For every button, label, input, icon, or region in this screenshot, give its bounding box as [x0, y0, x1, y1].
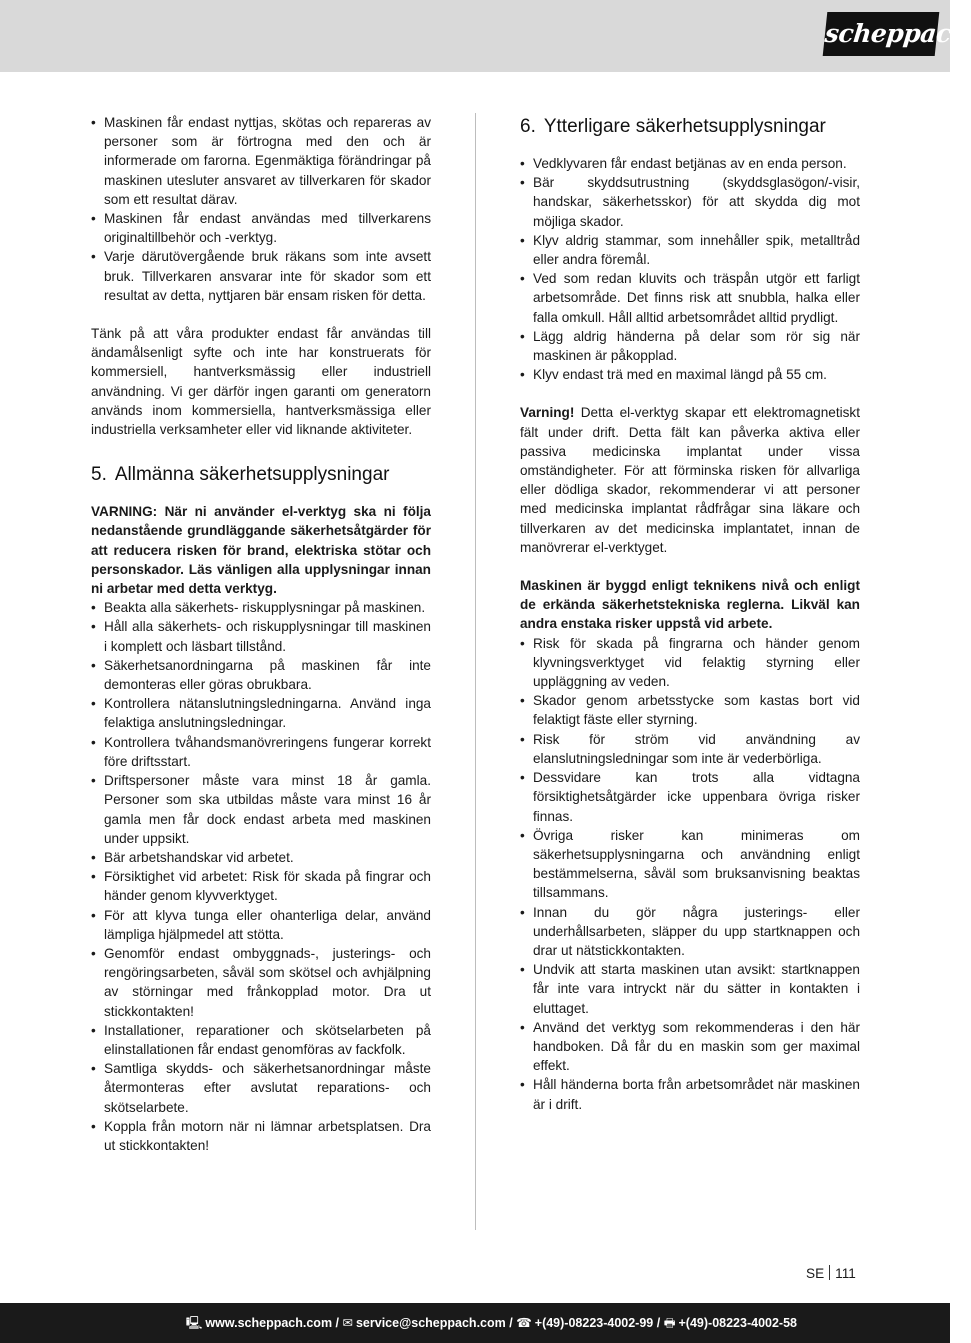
list-item: • Beakta alla säkerhets- riskupplysningar på maskinen. — [91, 598, 431, 617]
list-item: • Bär arbetshandskar vid arbetet. — [91, 848, 431, 867]
intro-bullet-list — [91, 113, 431, 305]
list-item: • Driftspersoner måste vara minst 18 år gamla. Personer som ska utbildas måste vara minst 16 år gamla men får dock endast arbeta med maskinen under uppsikt. — [91, 771, 431, 848]
intended-use-paragraph: Tänk på att våra produkter endast får användas till ändamålsenligt syfte och inte har konstruerats för kommersiell, hantverksmässig eller industriell användning. Vi ger därför ingen garanti om generatorn används inom kommersiella, hantverksmässiga eller industriella verksamheter eller vid liknande aktiviteter. — [91, 326, 431, 438]
fax-number: +(49)-08223-4002-58 — [678, 1316, 797, 1330]
page-number-separator — [829, 1265, 830, 1280]
website-link[interactable]: www.scheppach.com / — [205, 1316, 340, 1330]
right-column — [520, 113, 860, 1114]
residual-risk-intro: Maskinen är byggd enligt teknikens nivå och enligt de erkända säkerhetstekniska reglerna. Likväl kan andra enstaka risker uppstå vid arbete. — [520, 578, 860, 632]
list-item: • Installationer, reparationer och skötselarbeten på elinstallationen får endast genomföras av fackfolk. — [91, 1021, 431, 1059]
page-number — [806, 1265, 856, 1281]
list-item: • Maskinen får endast användas med tillverkarens originaltillbehör och -verktyg. — [91, 209, 431, 247]
list-item: • Kontrollera nätanslutningsledningarna. Använd inga felaktiga anslutningsledningar. — [91, 694, 431, 732]
list-item: • Skador genom arbetsstycke som kastas bort vid felaktigt fäste eller styrning. — [520, 691, 860, 729]
safety-bullet-list — [91, 598, 431, 1155]
list-item: • Maskinen får endast nyttjas, skötas och repareras av personer som är förtrogna med den och är informerade om farorna. Egenmäktiga förändringar på maskinen utesluter ansvaret av tillverkaren för skador som ett resultat därav. — [91, 113, 431, 209]
additional-safety-list — [520, 154, 860, 384]
language-code: SE — [806, 1266, 825, 1281]
list-item: • För att klyva tunga eller ohanterliga delar, använd lämpliga hjälpmedel att stötta. — [91, 906, 431, 944]
mail-icon: ✉ — [342, 1316, 353, 1330]
list-item: • Säkerhetsanordningarna på maskinen får inte demonteras eller göras obrukbara. — [91, 656, 431, 694]
warning-label: Varning! — [520, 405, 575, 421]
left-column — [91, 113, 431, 1155]
page-number-value: 111 — [835, 1266, 856, 1281]
list-item: • Klyv aldrig stammar, som innehåller spik, metalltråd eller andra föremål. — [520, 231, 860, 269]
section-number: 6. — [520, 116, 536, 137]
section-title: Allmänna säkerhetsupplysningar — [114, 464, 390, 486]
list-item: • Ved som redan kluvits och träspån utgör ett farligt arbetsområde. Det finns risk att snubbla, halka eller falla omkull. Håll alltid arbetsområdet alltid prydligt. — [520, 269, 860, 327]
list-item: • Använd det verktyg som rekommenderas i den här handboken. Då får du en maskin som ger maximal effekt. — [520, 1018, 860, 1076]
list-item: • Håll händerna borta från arbetsområdet när maskinen är i drift. — [520, 1075, 860, 1113]
section-number: 5. — [91, 464, 107, 486]
section-title: Ytterligare säkerhetsupplysningar — [543, 116, 826, 137]
list-item: • Dessvidare kan trots alla vidtagna försiktighetsåtgärder icke uppenbara övriga risker finnas. — [520, 768, 860, 826]
list-item: • Övriga risker kan minimeras om säkerhetsupplysningarna och användning enligt bestämmelserna, såväl som bruksanvisning beaktas tillsammans. — [520, 826, 860, 903]
brand-logo: scheppach — [823, 12, 940, 56]
contact-footer — [0, 1303, 950, 1343]
list-item: • Samtliga skydds- och säkerhetsanordningar måste återmonteras efter avslutat reparations- och skötselarbete. — [91, 1059, 431, 1117]
list-item: • Undvik att starta maskinen utan avsikt: startknappen får inte vara intryckt när du sätter in kontakten i eluttaget. — [520, 960, 860, 1018]
list-item: • Kontrollera tvåhandsmanövreringens fungerar korrekt före driftsstart. — [91, 733, 431, 771]
email-link[interactable]: service@scheppach.com / — [355, 1316, 513, 1330]
list-item: • Risk för ström vid användning av elanslutningsledningar som inte är vederbörliga. — [520, 730, 860, 768]
column-divider — [475, 113, 476, 1230]
list-item: • Lägg aldrig händerna på delar som rör sig när maskinen är påkopplad. — [520, 327, 860, 365]
residual-risk-list — [520, 634, 860, 1114]
list-item: • Vedklyvaren får endast betjänas av en enda person. — [520, 154, 860, 173]
fax-icon: 🖶 — [663, 1316, 676, 1330]
list-item: • Håll alla säkerhets- och riskupplysningar till maskinen i komplett och läsbart tillstånd. — [91, 617, 431, 655]
section-5-heading — [91, 463, 431, 487]
computer-icon: 🖳 — [185, 1316, 203, 1330]
section-6-heading — [520, 115, 860, 139]
phone-number: +(49)-08223-4002-99 / — [534, 1316, 661, 1330]
list-item: • Varje därutövergående bruk räkans som inte avsett bruk. Tillverkaren ansvarar inte för skador som ett resultat av detta, nyttjaren bär ensam risken för detta. — [91, 247, 431, 305]
list-item: • Koppla från motorn när ni lämnar arbetsplatsen. Dra ut stickkontakten! — [91, 1117, 431, 1155]
general-warning: VARNING: När ni använder el-verktyg ska ni följa nedanstående grundläggande säkerhetsåtgärder för att reducera risken för brand, elektriska stötar och personskador. Läs vänligen alla upplysningar innan ni arbetar med detta verktyg. — [91, 504, 431, 597]
list-item: • Klyv endast trä med en maximal längd på 55 cm. — [520, 365, 860, 384]
list-item: • Risk för skada på fingrarna och händer genom klyvningsverktyget vid felaktig styrning eller uppläggning av veden. — [520, 634, 860, 692]
list-item: • Försiktighet vid arbetet: Risk för skada på fingrar och händer genom klyvverktyget. — [91, 867, 431, 905]
phone-icon: ☎ — [516, 1316, 532, 1330]
list-item: • Genomför endast ombyggnads-, justerings- och rengöringsarbeten, såväl som skötsel och avhjälpning av störningar med frånkopplad motor. Dra ut stickkontakten! — [91, 944, 431, 1021]
header-band — [0, 0, 950, 72]
list-item: • Bär skyddsutrustning (skyddsglasögon/-visir, handskar, säkerhetsskor) för att skydda dig mot möjliga skador. — [520, 173, 860, 231]
warning-text: Detta el-verktyg skapar ett elektromagnetiskt fält under drift. Detta fält kan påverka aktiva eller passiva medicinska implantat under vissa omständigheter. För att förminska risken för allvarliga eller dödliga skador, rekommenderar vi att personer med medicinska implantat rådfrågar sina läkare och tillverkaren av det medicinska implantatet, innan de manövrerar el-verktyget. — [520, 405, 860, 555]
emf-warning-paragraph — [520, 403, 860, 557]
list-item: • Innan du gör några justerings- eller underhållsarbeten, släpper du upp startknappen och drar ut nätstickkontakten. — [520, 903, 860, 961]
